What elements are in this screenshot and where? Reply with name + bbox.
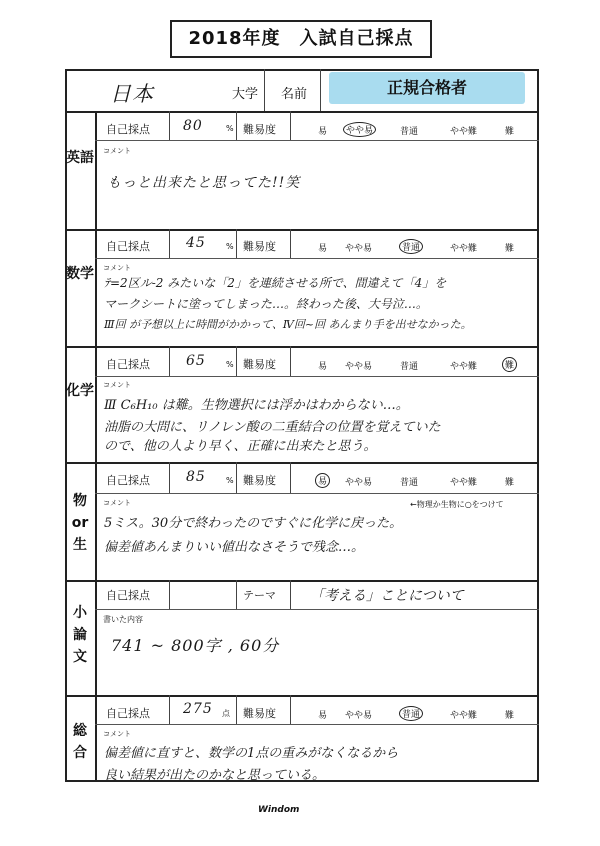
percent-sign: % — [226, 124, 234, 133]
divider — [264, 69, 265, 111]
difficulty-easy[interactable]: 易 — [318, 711, 328, 721]
divider — [169, 580, 170, 609]
difficulty-easy[interactable]: 易 — [318, 362, 328, 372]
difficulty-somewhat-easy[interactable]: やや易 — [345, 244, 373, 254]
subject-chemistry: 化学 — [66, 383, 94, 399]
divider — [290, 111, 291, 140]
percent-sign: % — [226, 360, 234, 369]
comment-label: コメント — [103, 264, 131, 272]
divider — [95, 493, 539, 494]
difficulty-somewhat-easy-circled[interactable]: やや易 — [343, 122, 376, 137]
page-title: 2018年度 入試自己採点 — [170, 20, 432, 58]
percent-sign: % — [226, 476, 234, 485]
difficulty-label: 難易度 — [243, 474, 276, 487]
total-comment-line: 良い結果が出たのかなと思っている。 — [104, 768, 326, 783]
divider — [95, 376, 539, 377]
physics-biology-comment-line: 5ミス。30分で終わったのですぐに化学に戻った。 — [104, 516, 403, 531]
difficulty-normal[interactable]: 普通 — [400, 362, 419, 372]
divider — [95, 724, 539, 725]
difficulty-somewhat-hard[interactable]: やや難 — [450, 478, 478, 488]
difficulty-easy[interactable]: 易 — [318, 244, 328, 254]
divider — [236, 229, 237, 258]
physics-biology-score: 85 — [186, 469, 206, 485]
difficulty-somewhat-hard[interactable]: やや難 — [450, 362, 478, 372]
row-divider — [65, 229, 539, 231]
comment-label: コメント — [103, 499, 131, 507]
essay-theme: 「考える」ことについて — [310, 588, 464, 604]
self-score-label: 自己採点 — [106, 240, 150, 253]
subject-total: 総合 — [73, 723, 87, 761]
divider — [169, 346, 170, 376]
difficulty-somewhat-easy[interactable]: やや易 — [345, 478, 373, 488]
written-content-label: 書いた内容 — [103, 615, 143, 624]
difficulty-label: 難易度 — [243, 358, 276, 371]
essay-written-content: 741 ~ 800字 , 60分 — [111, 636, 280, 655]
difficulty-normal[interactable]: 普通 — [400, 127, 419, 137]
university-label: 大学 — [232, 87, 259, 102]
status-badge: 正規合格者 — [329, 72, 525, 104]
difficulty-normal-circled[interactable]: 普通 — [399, 706, 423, 721]
university-name: 日本 — [110, 82, 154, 106]
row-divider — [65, 462, 539, 464]
percent-sign: % — [226, 242, 234, 251]
difficulty-easy-circled[interactable]: 易 — [315, 473, 330, 488]
chemistry-comment-line: Ⅲ C₆H₁₀ は難。生物選択には浮かはわからない…。 — [104, 398, 409, 413]
physics-biology-note: ←物理か生物に○をつけて — [410, 500, 504, 509]
physics-biology-comment-line: 偏差値あんまりいい値出なさそうで残念…。 — [104, 540, 365, 555]
comment-label: コメント — [103, 381, 131, 389]
row-divider — [65, 111, 539, 113]
row-divider — [65, 580, 539, 582]
total-comment-line: 偏差値に直すと、数学の1点の重みがなくなるから — [104, 746, 399, 761]
divider — [95, 609, 539, 610]
divider — [290, 346, 291, 376]
difficulty-hard-circled[interactable]: 難 — [502, 357, 517, 372]
difficulty-somewhat-hard[interactable]: やや難 — [450, 127, 478, 137]
chemistry-comment-line: ので、他の人より早く、正確に出来たと思う。 — [104, 439, 377, 454]
theme-label: テーマ — [243, 589, 276, 602]
difficulty-hard[interactable]: 難 — [505, 127, 515, 137]
divider — [290, 462, 291, 493]
self-score-label: 自己採点 — [106, 123, 150, 136]
row-divider — [65, 695, 539, 697]
divider — [95, 140, 539, 141]
difficulty-hard[interactable]: 難 — [505, 244, 515, 254]
divider — [236, 580, 237, 609]
divider — [95, 258, 539, 259]
row-divider — [65, 346, 539, 348]
subject-english: 英語 — [66, 150, 94, 166]
subject-physics-or-biology: 物or生 — [71, 493, 89, 553]
brand-footer: Windom — [258, 805, 300, 815]
difficulty-hard[interactable]: 難 — [505, 478, 515, 488]
difficulty-label: 難易度 — [243, 240, 276, 253]
divider — [290, 580, 291, 609]
difficulty-somewhat-easy[interactable]: やや易 — [345, 711, 373, 721]
subject-essay: 小論文 — [73, 605, 87, 665]
points-unit: 点 — [222, 709, 230, 718]
math-comment-line: ﾃ=2区ル-2 みたいな「2」を連続させる所で、間違えて「4」を — [104, 276, 447, 290]
divider — [169, 111, 170, 140]
comment-label: コメント — [103, 147, 131, 155]
difficulty-label: 難易度 — [243, 123, 276, 136]
chemistry-score: 65 — [186, 353, 206, 369]
difficulty-somewhat-hard[interactable]: やや難 — [450, 244, 478, 254]
difficulty-normal[interactable]: 普通 — [400, 478, 419, 488]
divider — [169, 229, 170, 258]
self-score-label: 自己採点 — [106, 474, 150, 487]
divider — [236, 346, 237, 376]
subject-math: 数学 — [66, 266, 94, 282]
divider — [236, 695, 237, 724]
total-score: 275 — [183, 701, 213, 717]
divider — [290, 695, 291, 724]
divider — [236, 111, 237, 140]
comment-label: コメント — [103, 730, 131, 738]
divider — [169, 695, 170, 724]
english-comment-line: もっと出来たと思ってた!!笑 — [107, 175, 301, 191]
math-comment-line: マークシートに塗ってしまった…。終わった後、大号泣…。 — [104, 297, 428, 311]
difficulty-somewhat-hard[interactable]: やや難 — [450, 711, 478, 721]
name-label: 名前 — [281, 87, 308, 102]
divider — [290, 229, 291, 258]
divider — [236, 462, 237, 493]
subject-column-divider — [95, 111, 97, 782]
english-score: 80 — [183, 118, 203, 134]
self-score-label: 自己採点 — [106, 589, 150, 602]
divider — [320, 69, 321, 111]
difficulty-somewhat-easy[interactable]: やや易 — [345, 362, 373, 372]
self-score-label: 自己採点 — [106, 707, 150, 720]
difficulty-easy[interactable]: 易 — [318, 127, 328, 137]
math-score: 45 — [186, 235, 206, 251]
self-score-label: 自己採点 — [106, 358, 150, 371]
difficulty-normal-circled[interactable]: 普通 — [399, 239, 423, 254]
difficulty-label: 難易度 — [243, 707, 276, 720]
chemistry-comment-line: 油脂の大問に、リノレン酸の二重結合の位置を覚えていた — [104, 420, 441, 435]
difficulty-hard[interactable]: 難 — [505, 711, 515, 721]
divider — [169, 462, 170, 493]
math-comment-line: Ⅲ回 が予想以上に時間がかかって、Ⅳ回~回 あんまり手を出せなかった。 — [104, 318, 472, 331]
